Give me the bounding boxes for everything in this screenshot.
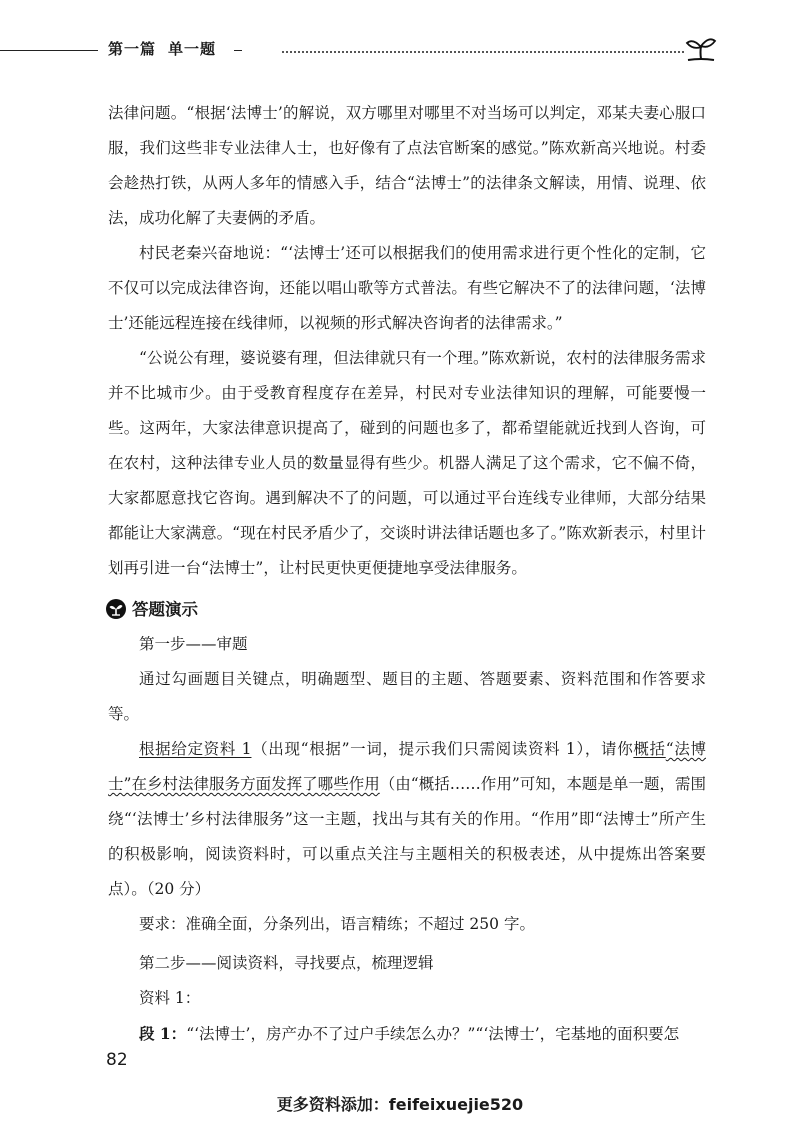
paragraph-2: 村民老秦兴奋地说：“‘法博士’还可以根据我们的使用需求进行更个性化的定制，它不仅可以完成法律咨询，还能以唱山歌等方式普法。有些它解决不了的法律问题，‘法博士’还能远程连接在线律师，以视频的形式解决咨询者的法律需求。” <box>108 244 706 332</box>
segment-text: “‘法博士’，房产办不了过户手续怎么办？”“‘法博士’，宅基地的面积要怎 <box>186 1025 680 1043</box>
sprout-badge-icon <box>106 599 126 619</box>
section-title: 答题演示 <box>132 600 198 619</box>
section-heading <box>108 592 706 627</box>
step1-title: 第一步——审题 <box>139 635 248 653</box>
question-key-topic: “法博士”在乡村法律服务方面发挥了哪些作用 <box>108 740 706 793</box>
page-body <box>108 96 706 1052</box>
segment-label: 段 1： <box>139 1024 187 1043</box>
question-text <box>108 732 706 907</box>
page-header <box>0 30 800 70</box>
segment-1 <box>108 1016 706 1052</box>
requirement: 要求：准确全面，分条列出，语言精练；不超过 250 字。 <box>139 915 535 933</box>
question-note-1: （出现“根据”一词，提示我们只需阅读资料 1），请你 <box>251 740 634 758</box>
step1-intro: 通过勾画题目关键点，明确题型、题目的主题、答题要素、资料范围和作答要求等。 <box>108 670 706 723</box>
step2-title: 第二步——阅读资料，寻找要点，梳理逻辑 <box>139 954 434 972</box>
header-part: 第一篇 <box>108 40 157 58</box>
footer-note: 更多资料添加：feifeixuejie520 <box>276 1095 524 1114</box>
header-dotted-rule <box>282 51 684 53</box>
paragraph-1: 法律问题。“根据‘法博士’的解说，双方哪里对哪里不对当场可以判定，邓某夫妻心服口服，我们这些非专业法律人士，也好像有了点法官断案的感觉。”陈欢新高兴地说。村委会趁热打铁，从两人多年的情感入手，结合“法博士”的法律条文解读，用情、说理、依法，成功化解了夫妻俩的矛盾。 <box>108 104 706 227</box>
header-rule-left <box>0 50 98 51</box>
question-key-source: 根据给定资料 1 <box>139 740 252 758</box>
header-rule-mid <box>234 50 242 51</box>
sprout-icon <box>684 34 718 64</box>
material-label: 资料 1： <box>139 989 201 1007</box>
paragraph-3: “公说公有理，婆说婆有理，但法律就只有一个理。”陈欢新说，农村的法律服务需求并不比城市少。由于受教育程度存在差异，村民对专业法律知识的理解，可能要慢一些。这两年，大家法律意识提高了，碰到的问题也多了，都希望能就近找到人咨询，可在农村，这种法律专业人员的数量显得有些少。机器人满足了这个需求，它不偏不倚，大家都愿意找它咨询。遇到解决不了的问题，可以通过平台连线专业律师，大部分结果都能让大家满意。“现在村民矛盾少了，交谈时讲法律话题也多了。”陈欢新表示，村里计划再引进一台“法博士”，让村民更快更便捷地享受法律服务。 <box>108 349 706 577</box>
page-number: 82 <box>106 1050 128 1070</box>
question-key-verb: 概括 <box>633 740 666 758</box>
header-title <box>108 38 216 59</box>
question-note-2: （由“概括……作用”可知，本题是单一题，需围绕“‘法博士’乡村法律服务”这一主题，找出与其有关的作用。“作用”即“法博士”所产生的积极影响，阅读资料时，可以重点关注与主题相关的积极表述，从中提炼出答案要点）。（20 分） <box>108 775 706 898</box>
header-chapter: 单一题 <box>168 40 217 58</box>
